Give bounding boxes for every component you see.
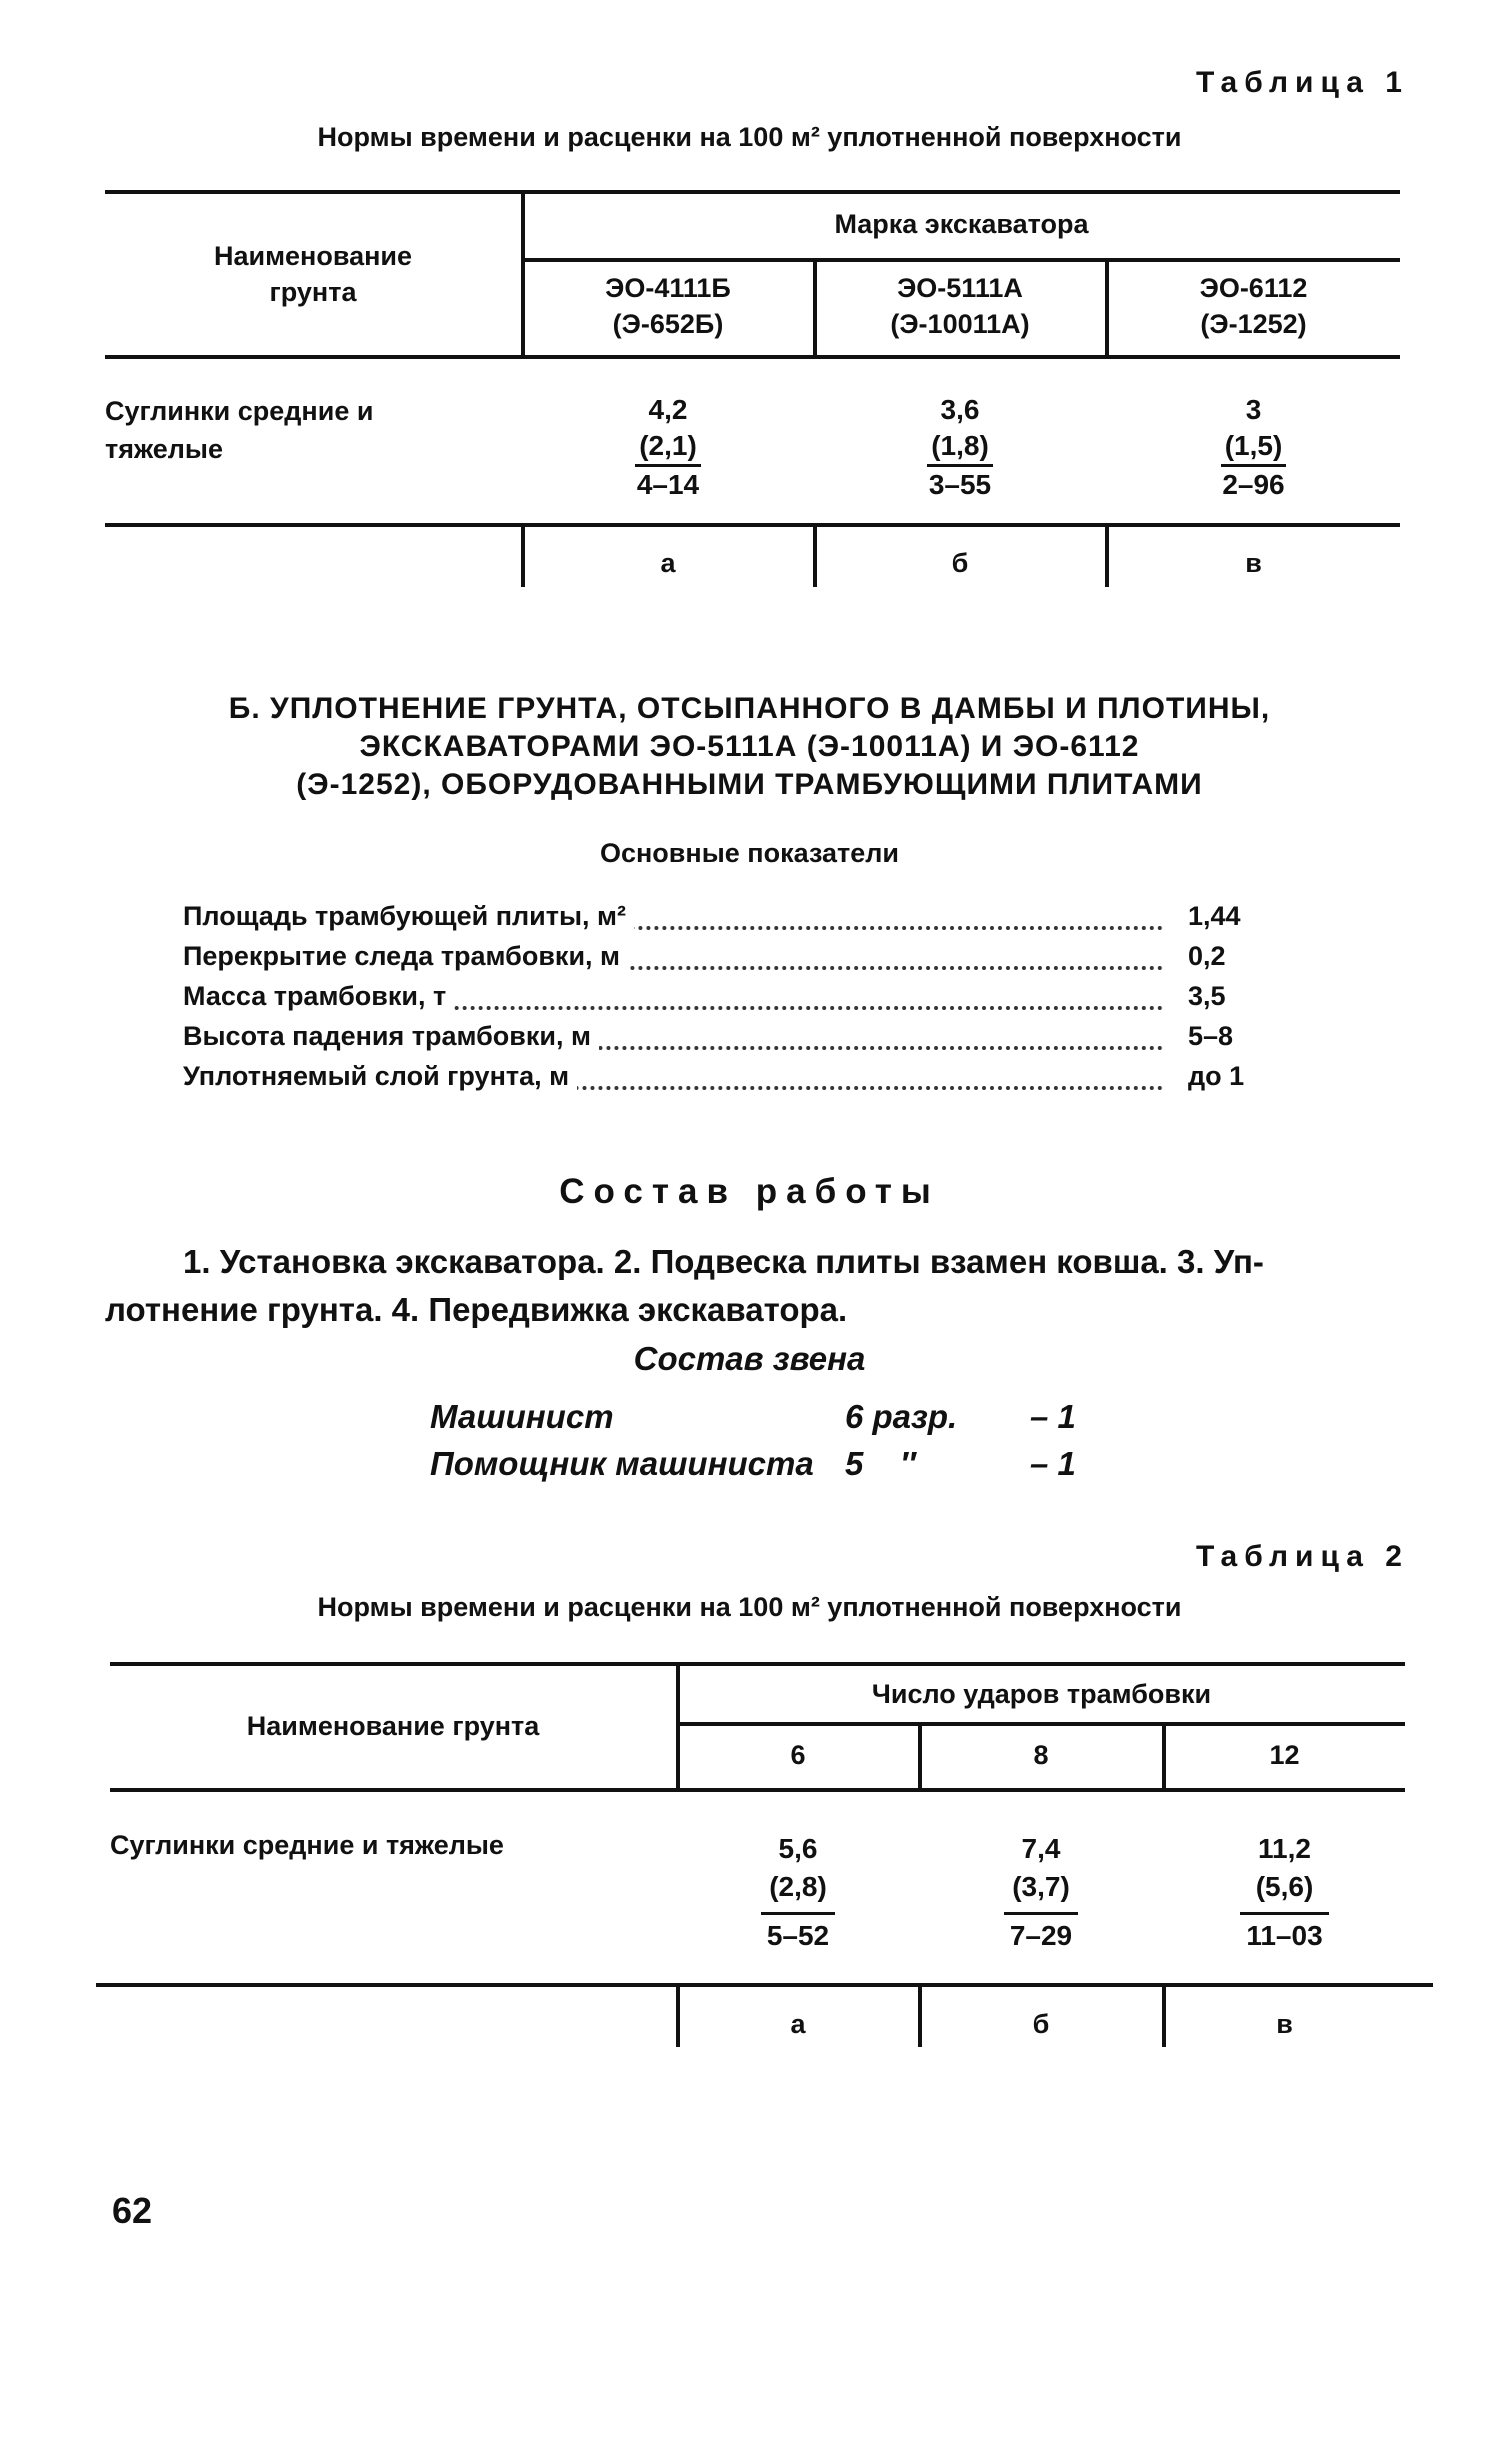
table1-model-1: ЭО-4111Б (Э-652Б) [605,273,731,339]
indicator-row: Площадь трамбующей плиты, м² 1,44 [183,896,1263,936]
indicator-row: Высота падения трамбовки, м 5–8 [183,1016,1263,1056]
work-title: Состав работы [559,1172,940,1211]
table2-hits-8: 8 [1033,1740,1049,1770]
page-number: 62 [112,2190,153,2231]
table2-letter-a: а [790,2009,806,2039]
table2-bottom-rule [96,1983,1433,1987]
table1-value-a: 4,2 (2,1) 4–14 [636,394,700,500]
crew-title: Состав звена [633,1340,866,1377]
table1-soil-header: Наименование грунта [213,241,413,307]
table2-header-rule [110,1788,1405,1792]
crew-role: Помощник машиниста [430,1445,814,1482]
table1-letter-b: б [951,548,969,578]
table2-top-rule [110,1662,1405,1666]
table1-caption: Нормы времени и расценки на 100 м² уплотненной поверхности [317,122,1182,152]
table2-letter-b: б [1032,2009,1050,2039]
table1-letter-c: в [1245,548,1262,578]
crew-count: – 1 [1030,1398,1076,1435]
work-text: 1. Установка экскаватора. 2. Подвеска плиты взамен ковша. 3. Уп- лотнение грунта. 4. Передвижка экскаватора. [105,1243,1264,1328]
indicators-title: Основные показатели [599,838,900,868]
table2-hits-12: 12 [1269,1740,1300,1770]
table1-value-c: 3 (1,5) 2–96 [1222,394,1285,500]
table1-group-rule [523,258,1400,262]
table2-group-header: Число ударов трамбовки [871,1679,1212,1709]
indicator-row: Масса трамбовки, т 3,5 [183,976,1263,1016]
table2-value-b: 7,4 (3,7) 7–29 [920,1830,1162,1955]
table2-hits-6: 6 [790,1740,806,1770]
table1-group-header: Марка экскаватора [834,209,1089,239]
crew-role: Машинист [430,1398,614,1435]
table1-letter-a: а [660,548,676,578]
table1-value-b: 3,6 (1,8) 3–55 [928,394,992,500]
table2-caption: Нормы времени и расценки на 100 м² уплотненной поверхности [317,1592,1182,1622]
table2-row-soil: Суглинки средние и тяжелые [110,1830,504,1860]
crew-grade: 5 ″ [845,1445,916,1482]
table1-model-3: ЭО-6112 (Э-1252) [1199,273,1308,339]
table1-row-soil: Суглинки средние и тяжелые [105,396,374,464]
section-b-title: Б. УПЛОТНЕНИЕ ГРУНТА, ОТСЫПАННОГО В ДАМБЫ И ПЛОТИНЫ, ЭКСКАВАТОРАМИ ЭО-5111А (Э-10011А) И ЭО-6112 (Э-1252), ОБОРУДОВАННЫМИ ТРАМБУЮЩИМИ ПЛИТАМИ [228,692,1271,801]
crew-grade: 6 разр. [845,1398,958,1435]
table1-top-rule [105,190,1400,194]
table2-number: Таблица 2 [1195,1540,1409,1573]
table1-bottom-rule [105,523,1400,527]
indicator-row: Уплотняемый слой грунта, м до 1 [183,1056,1263,1096]
table1-header-rule [105,355,1400,359]
table1-number: Таблица 1 [1195,66,1409,99]
table2-soil-header: Наименование грунта [246,1711,540,1741]
indicator-row: Перекрытие следа трамбовки, м 0,2 [183,936,1263,976]
table2-value-a: 5,6 (2,8) 5–52 [678,1830,918,1955]
table2-group-rule [678,1722,1405,1726]
table2-letter-c: в [1276,2009,1293,2039]
crew-count: – 1 [1030,1445,1076,1482]
table2-value-c: 11,2 (5,6) 11–03 [1164,1830,1405,1955]
table1-model-2: ЭО-5111А (Э-10011А) [890,273,1030,339]
